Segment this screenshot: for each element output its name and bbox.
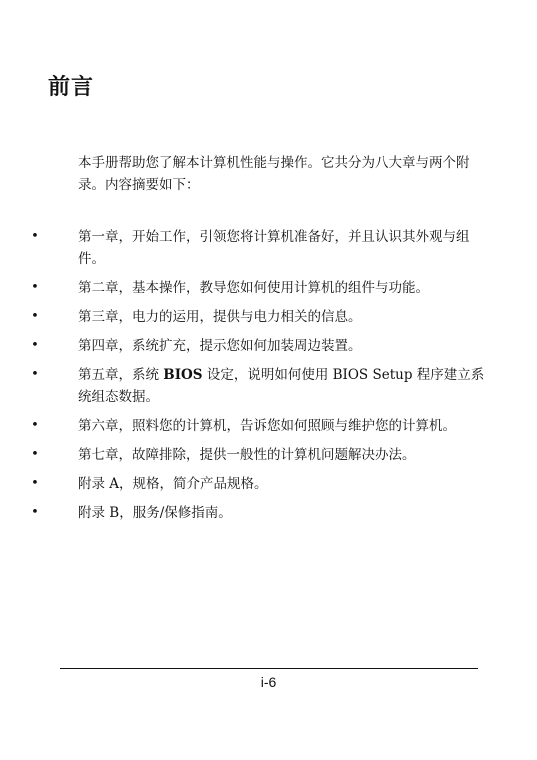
list-item-chapter-3: [30, 306, 485, 328]
list-item-text: 第三章，电力的运用，提供与电力相关的信息。: [78, 309, 362, 325]
list-item-text: 第四章，系统扩充，提示您如何加装周边装置。: [78, 338, 362, 354]
list-item-chapter-5: [30, 364, 485, 408]
bullet-icon: •: [31, 309, 39, 324]
bullet-icon: •: [31, 338, 39, 353]
bullet-icon: •: [31, 367, 39, 382]
list-item-text: 第二章，基本操作，教导您如何使用计算机的组件与功能。: [78, 280, 429, 296]
page-number: i-6: [260, 674, 277, 690]
bullet-icon: •: [31, 229, 39, 244]
list-item-appendix-a: [30, 473, 485, 495]
chapter-summary-list: [30, 226, 485, 531]
bullet-icon: •: [31, 280, 39, 295]
bullet-icon: •: [31, 447, 39, 462]
list-item-appendix-b: [30, 502, 485, 524]
list-item-text: 第一章，开始工作，引领您将计算机准备好，并且认识其外观与组件。: [78, 229, 470, 267]
list-item-text: 第七章，故障排除，提供一般性的计算机问题解决办法。: [78, 447, 416, 463]
bullet-icon: •: [31, 418, 39, 433]
bullet-icon: •: [31, 505, 39, 520]
list-item-text-prefix: 第五章，系统: [78, 367, 164, 383]
bullet-icon: •: [31, 476, 39, 491]
footer-divider: [60, 668, 478, 669]
list-item-chapter-4: [30, 335, 485, 357]
list-item-chapter-1: [30, 226, 485, 270]
list-item-text: 第六章，照料您的计算机，告诉您如何照顾与维护您的计算机。: [78, 418, 456, 434]
list-item-chapter-6: [30, 415, 485, 437]
list-item-chapter-2: [30, 277, 485, 299]
intro-paragraph: 本手册帮助您了解本计算机性能与操作。它共分为八大章与两个附录。内容摘要如下：: [78, 155, 470, 193]
list-item-text-suffix: 设定，说明如何使用 BIOS Setup 程序建立系统组态数据。: [78, 367, 485, 405]
list-item-chapter-7: [30, 444, 485, 466]
list-item-text: 附录 A，规格，简介产品规格。: [78, 476, 268, 492]
list-item-text: [78, 364, 485, 408]
page-title: 前言: [48, 74, 95, 100]
list-item-text: 附录 B，服务/保修指南。: [78, 505, 232, 521]
bios-term: BIOS: [163, 367, 203, 383]
